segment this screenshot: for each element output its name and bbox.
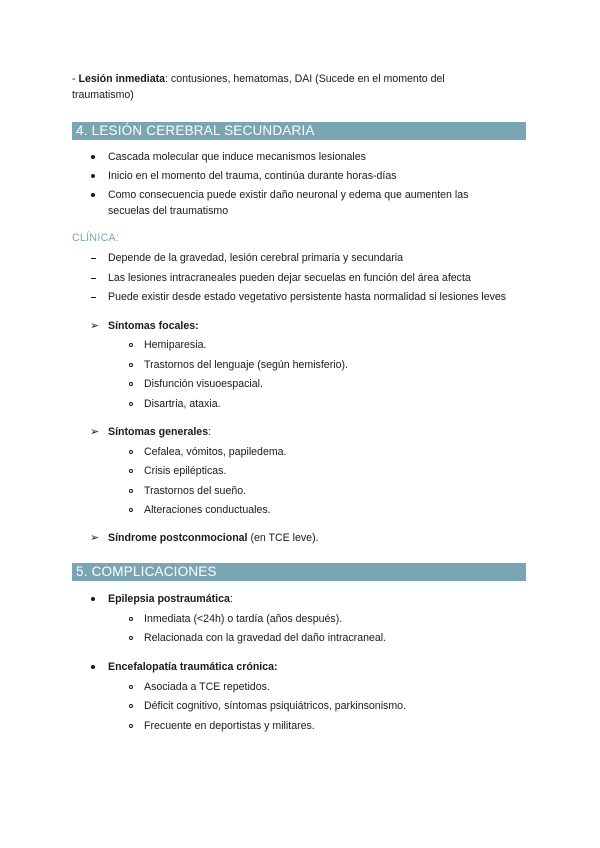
dash-item: Las lesiones intracraneales pueden dejar secuelas en función del área afecta [108,272,471,284]
circle-bullet [129,469,133,473]
arrow-bullet-icon: ➢ [90,426,100,438]
general-item: Alteraciones conductuales. [144,504,271,516]
general-item: Cefalea, vómitos, papiledema. [144,446,287,458]
bullet-dot [91,174,95,178]
arrow-bullet-icon: ➢ [90,320,100,332]
arrow-bullet-icon: ➢ [90,532,100,544]
bullet-item: Inicio en el momento del trauma, continúa durante horas-días [108,170,397,182]
circle-bullet [129,343,133,347]
circle-bullet [129,450,133,454]
focal-item: Disfunción visuoespacial. [144,378,263,390]
encefalopatia-heading: Encefalopatía traumática crónica: [108,661,278,673]
circle-bullet [129,508,133,512]
circle-bullet [129,724,133,728]
focal-heading: Síntomas focales: [108,320,199,332]
dash-marker [91,258,96,259]
bullet-item: Como consecuencia puede existir daño neuronal y edema que aumenten las [108,189,469,201]
intro-line-1: - Lesión inmediata: contusiones, hematomas, DAI (Sucede en el momento del [72,73,445,85]
epilepsia-item: Relacionada con la gravedad del daño intracraneal. [144,632,387,644]
encefalopatia-item: Déficit cognitivo, síntomas psiquiátricos, parkinsonismo. [144,700,407,712]
dash-marker [91,278,96,279]
section-4-heading: 4. LESIÓN CEREBRAL SECUNDARIA [72,122,526,140]
general-heading: Síntomas generales: [108,426,212,438]
bullet-dot [91,193,95,197]
clinica-label: CLÍNICA: [72,232,120,244]
general-item: Crisis epilépticas. [144,465,227,477]
circle-bullet [129,617,133,621]
section-5-heading: 5. COMPLICACIONES [72,563,526,581]
circle-bullet [129,489,133,493]
focal-item: Trastornos del lenguaje (según hemisferio). [144,359,348,371]
encefalopatia-item: Asociada a TCE repetidos. [144,681,270,693]
bullet-item: Cascada molecular que induce mecanismos lesionales [108,151,366,163]
sindrome-line: Síndrome postconmocional (en TCE leve). [108,532,319,544]
encefalopatia-item: Frecuente en deportistas y militares. [144,720,315,732]
dash-item: Depende de la gravedad, lesión cerebral primaria y secundaria [108,252,404,264]
epilepsia-heading: Epilepsia postraumática: [108,593,233,605]
bullet-item-continuation: secuelas del traumatismo [108,205,229,217]
general-item: Trastornos del sueño. [144,485,247,497]
dash-marker [91,297,96,298]
epilepsia-item: Inmediata (<24h) o tardía (años después). [144,613,343,625]
circle-bullet [129,402,133,406]
circle-bullet [129,704,133,708]
intro-bold: Lesión inmediata [78,73,166,85]
circle-bullet [129,636,133,640]
dash-item: Puede existir desde estado vegetativo persistente hasta normalidad si lesiones leves [108,291,507,303]
circle-bullet [129,382,133,386]
circle-bullet [129,363,133,367]
intro-line-2: traumatismo) [72,89,134,101]
focal-item: Hemiparesia. [144,339,207,351]
focal-item: Disartria, ataxia. [144,398,221,410]
bullet-dot [91,155,95,159]
bullet-dot [91,597,95,601]
circle-bullet [129,685,133,689]
bullet-dot [91,665,95,669]
